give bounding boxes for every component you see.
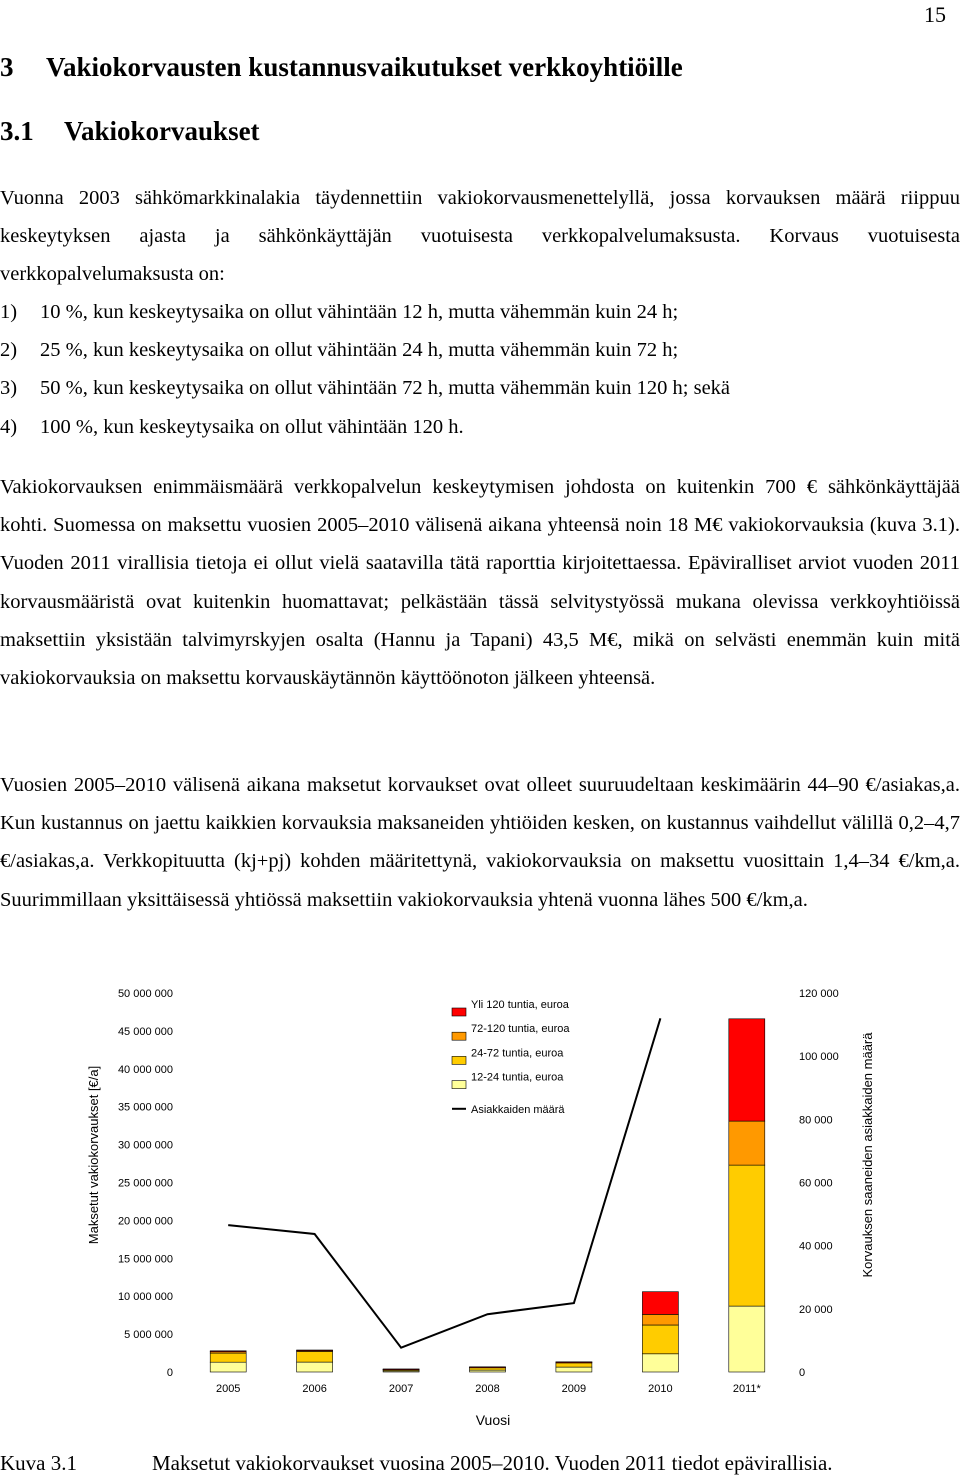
bar-segment [642, 1292, 678, 1315]
x-axis-ticks [216, 1383, 762, 1395]
y2-tick-label: 100 000 [799, 1051, 839, 1064]
y-tick-label: 30 000 000 [117, 1139, 173, 1152]
y2-axis-label: Korvauksen saaneiden asiakkaiden määrä [860, 1032, 875, 1278]
bar-segment [556, 1367, 592, 1372]
figure-caption [0, 1451, 833, 1476]
legend-swatch [452, 1032, 466, 1040]
bar-segment [210, 1353, 246, 1362]
caption-label: Kuva 3.1 [0, 1451, 77, 1475]
customer-count-line [228, 1018, 660, 1347]
legend-swatch [452, 1056, 466, 1064]
list-item-text: 100 %, kun keskeytysaika on ollut vähintään 120 h. [40, 415, 464, 438]
y2-tick-label: 80 000 [799, 1114, 833, 1127]
list-item-text: 25 %, kun keskeytysaika on ollut vähintään 24 h, mutta vähemmän kuin 72 h; [40, 339, 679, 362]
paragraph-max-compensation: Vakiokorvauksen enimmäismäärä verkkopalvelun keskeytymisen johdosta on kuitenkin 700 € sähkönkäyttäjää kohti. Suomessa on maksettu vuosien 2005‒2010 välisenä aikana yhteensä noin 18 M€ vakiokorvauksia (kuva 3.1). Vuoden 2011 virallisia tietoja ei ollut vielä saatavilla tätä raporttia kirjoitettaessa. Epäviralliset arviot vuoden 2011 korvausmääristä ovat kuitenkin huomattavat; pelkästään tässä selvitystyössä mukana olevissa verkkoyhtiöissä maksettiin yksistään talvimyrskyjen osalta (Hannu ja Tapani) 43,5 M€, mikä on selvästi enemmän kuin mitä vakiokorvauksia on maksettu korvauskäytännön käyttöönoton jälkeen yhteensä. [0, 476, 960, 690]
y-tick-label: 15 000 000 [117, 1253, 173, 1266]
y-tick-label: 50 000 000 [117, 988, 173, 1000]
legend [452, 999, 570, 1116]
bar-segment [297, 1352, 333, 1363]
compensation-list [0, 293, 730, 446]
bar-segment [729, 1306, 765, 1372]
legend-label: 24-72 tuntia, euroa [471, 1047, 564, 1060]
y-axis-ticks [118, 988, 173, 1379]
y2-tick-label: 120 000 [799, 988, 839, 1000]
y2-tick-label: 0 [799, 1367, 806, 1379]
y2-tick-label: 20 000 [799, 1303, 833, 1316]
y-tick-label: 40 000 000 [117, 1063, 173, 1076]
bar-segment [729, 1019, 765, 1121]
y-tick-label: 0 [166, 1367, 173, 1379]
list-item [0, 293, 730, 331]
paragraph-intro: Vuonna 2003 sähkömarkkinalakia täydennettiin vakiokorvausmenettelyllä, jossa korvauksen määrä riippuu keskeytyksen ajasta ja sähkönkäyttäjän vuotuisesta verkkopalvelumaksusta. Korvaus vuotuisesta verkkopalvelumaksusta on: [0, 187, 960, 286]
list-item-number: 3) [0, 377, 18, 400]
bar-segment [642, 1325, 678, 1354]
list-item-text: 50 %, kun keskeytysaika on ollut vähintään 72 h, mutta vähemmän kuin 120 h; sekä [40, 377, 731, 400]
list-item-text: 10 %, kun keskeytysaika on ollut vähintään 12 h, mutta vähemmän kuin 24 h; [40, 301, 679, 323]
legend-label: 12-24 tuntia, euroa [471, 1071, 564, 1084]
y-tick-label: 45 000 000 [117, 1025, 173, 1038]
legend-label: Yli 120 tuntia, euroa [471, 999, 569, 1011]
chapter-title: Vakiokorvausten kustannusvaikutukset verkkoyhtiöille [46, 52, 683, 82]
compensation-chart [0, 975, 960, 1445]
x-tick-label: 2010 [648, 1383, 673, 1395]
y2-tick-label: 40 000 [799, 1240, 833, 1253]
y-axis-label: Maksetut vakiokorvaukset [€/a] [86, 1065, 101, 1245]
y2-axis-ticks [799, 988, 839, 1379]
legend-swatch [452, 1008, 466, 1016]
bar-segment [470, 1367, 506, 1368]
bar-segment [210, 1362, 246, 1372]
x-tick-label: 2008 [475, 1383, 500, 1395]
y-tick-label: 25 000 000 [117, 1177, 173, 1190]
x-tick-label: 2011* [732, 1383, 761, 1395]
bar-segment [642, 1354, 678, 1372]
legend-label: Asiakkaiden määrä [471, 1103, 565, 1116]
y-tick-label: 35 000 000 [117, 1101, 173, 1114]
chapter-number: 3 [0, 52, 14, 82]
x-tick-label: 2007 [388, 1383, 414, 1395]
paragraph-averages: Vuosien 2005‒2010 välisenä aikana maksetut korvaukset ovat olleet suuruudeltaan keskimäärin 44‒90 €/asiakas,a. Kun kustannus on jaettu kaikkien korvauksia maksaneiden yhtiöiden kesken, on kustannus vaihdellut välillä 0,2‒4,7 €/asiakas,a. Verkkopituutta (kj+pj) kohden määritettynä, vakiokorvauksia on maksettu vuosittain 1,4‒34 €/km,a. Suurimmillaan yksittäisessä yhtiössä maksettiin vakiokorvauksia yhtenä vuonna lähes 500 €/km,a. [0, 774, 960, 911]
list-item-number: 1) [0, 301, 18, 323]
chapter-heading [0, 52, 683, 83]
y-tick-label: 5 000 000 [124, 1329, 173, 1342]
bar-segment [642, 1314, 678, 1325]
bar-segment [729, 1165, 765, 1306]
y-tick-label: 20 000 000 [117, 1215, 173, 1228]
bar-segment [297, 1362, 333, 1372]
y-tick-label: 10 000 000 [117, 1291, 173, 1304]
list-item [0, 369, 730, 407]
bar-segment [556, 1362, 592, 1363]
x-tick-label: 2006 [302, 1383, 327, 1395]
bar-segment [297, 1350, 333, 1351]
page-number: 15 [924, 2, 946, 27]
legend-swatch [452, 1081, 466, 1089]
list-item [0, 408, 730, 446]
list-item [0, 331, 730, 369]
section-title: Vakiokorvaukset [64, 116, 260, 146]
section-heading [0, 116, 260, 147]
bar-segment [729, 1121, 765, 1165]
x-tick-label: 2009 [561, 1383, 587, 1395]
y2-tick-label: 60 000 [799, 1177, 833, 1190]
x-tick-label: 2005 [215, 1383, 241, 1395]
section-number: 3.1 [0, 116, 34, 146]
bar-segment [383, 1369, 419, 1370]
bar-segment [210, 1351, 246, 1352]
caption-text: Maksetut vakiokorvaukset vuosina 2005‒2010. Vuoden 2011 tiedot epävirallisia. [152, 1451, 833, 1475]
list-item-number: 2) [0, 339, 18, 362]
bar-segment [556, 1363, 592, 1367]
legend-label: 72-120 tuntia, euroa [471, 1023, 570, 1036]
x-axis-label: Vuosi [475, 1412, 511, 1428]
list-item-number: 4) [0, 415, 18, 438]
